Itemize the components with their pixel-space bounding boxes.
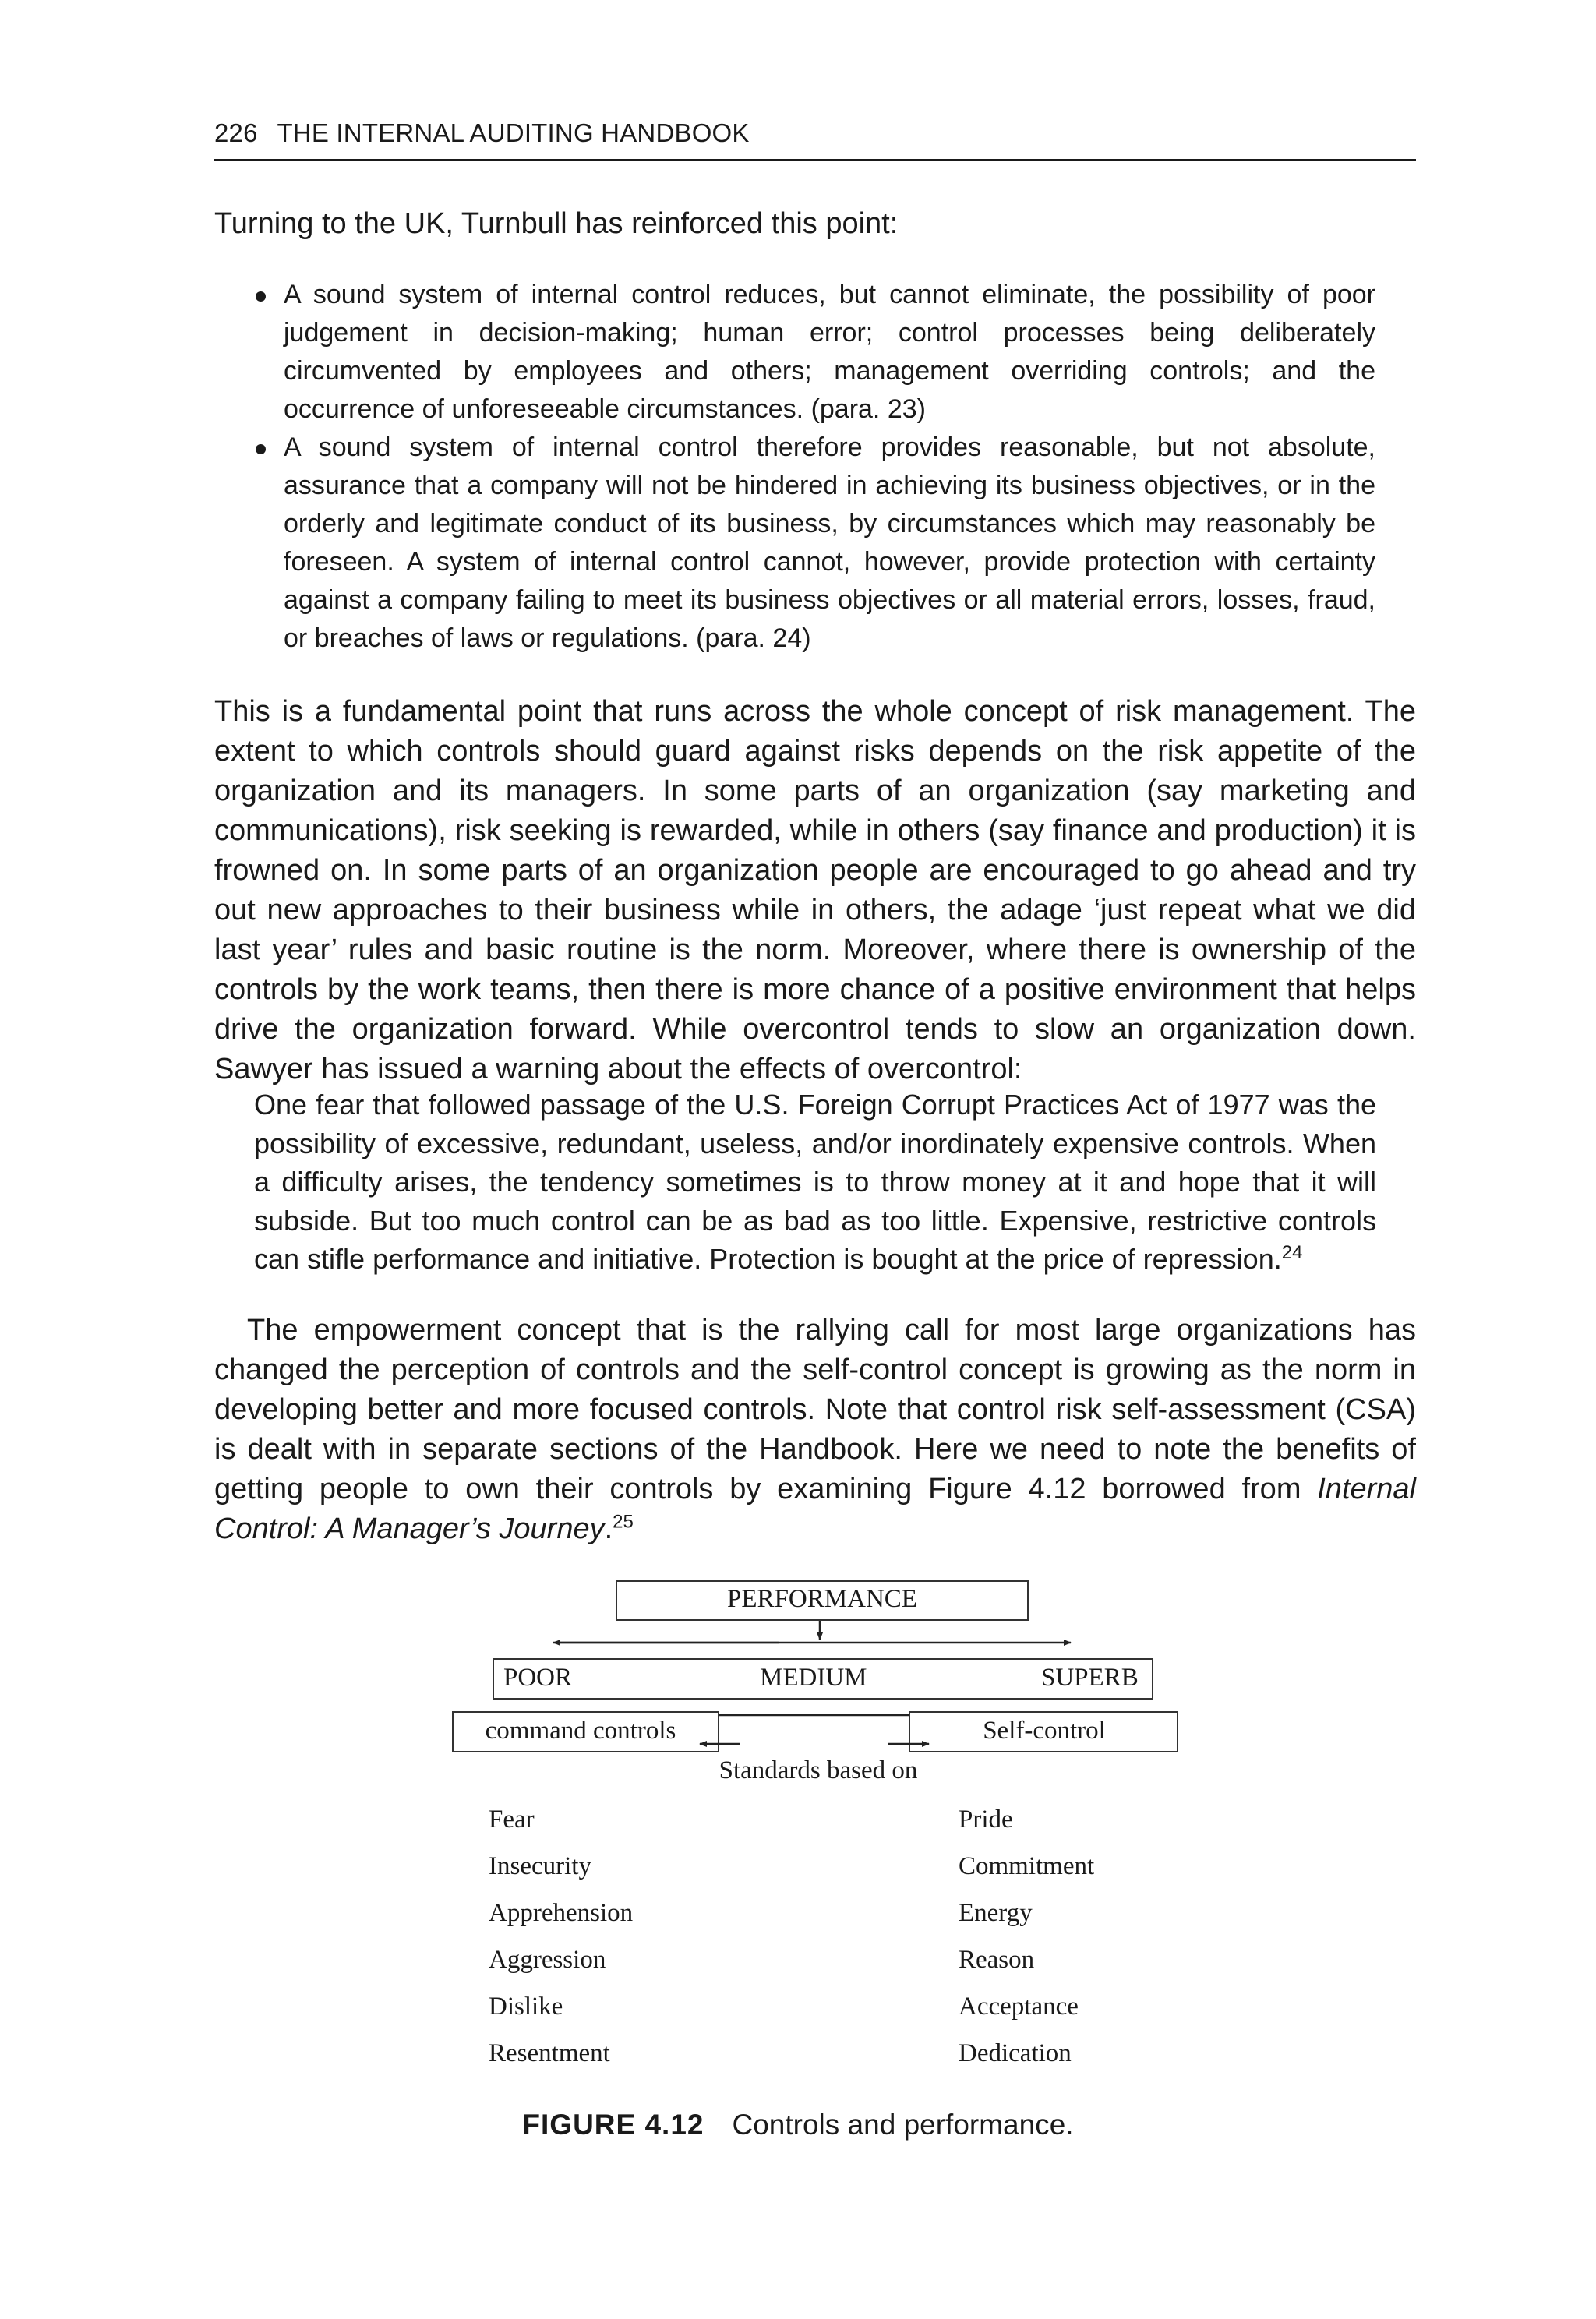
bullet-dot-icon xyxy=(256,444,266,454)
performance-label: PERFORMANCE xyxy=(727,1585,917,1613)
figure-caption xyxy=(0,2109,1596,2141)
intro-paragraph: Turning to the UK, Turnbull has reinforced this point: xyxy=(214,207,899,240)
scale-poor-label: POOR xyxy=(503,1664,573,1692)
left-list-item: Insecurity xyxy=(489,1852,591,1880)
self-control-label: Self-control xyxy=(983,1717,1106,1745)
left-list-item: Fear xyxy=(489,1805,535,1834)
turnbull-bullet-list xyxy=(249,276,1375,658)
bullet-item xyxy=(249,276,1375,429)
right-list-item: Commitment xyxy=(959,1852,1095,1880)
scale-medium-label: MEDIUM xyxy=(760,1664,867,1692)
book-title: Internal Control: A Manager’s Journey xyxy=(214,1473,1416,1545)
quote-text: One fear that followed passage of the U.S. Foreign Corrupt Practices Act of 1977 was the possibility of excessive, redundant, useless, and/or inordinately expensive controls. When a difficulty arises, the tendency sometimes is to throw money at it and hope that it will subside. But too much control can be as bad as too little. Expensive, restrictive controls can stifle performance and initiative. Protection is bought at the price of repression. xyxy=(254,1089,1376,1275)
footnote-marker: 25 xyxy=(613,1511,634,1533)
figure-caption-text: Controls and performance. xyxy=(732,2109,1074,2141)
left-list-item: Apprehension xyxy=(489,1899,634,1927)
left-list-item: Resentment xyxy=(489,2039,610,2067)
left-list-item: Aggression xyxy=(489,1946,606,1974)
running-title: THE INTERNAL AUDITING HANDBOOK xyxy=(277,118,750,147)
command-controls-label: command controls xyxy=(485,1717,676,1745)
right-list-item: Reason xyxy=(959,1946,1035,1974)
left-list-item: Dislike xyxy=(489,1993,563,2021)
right-list-item: Pride xyxy=(959,1805,1013,1834)
scale-superb-label: SUPERB xyxy=(1041,1664,1139,1692)
sawyer-quote xyxy=(254,1085,1376,1279)
body-paragraph-risk-appetite: This is a fundamental point that runs across the whole concept of risk management. The extent to which controls should guard against risks depends on the risk appetite of the organization and its managers. In some parts of an organization (say marketing and communications), risk seeking is rewarded, while in others (say finance and production) it is frowned on. In some parts of an organization people are encouraged to go ahead and try out new approaches to their business while in others, the adage ‘just repeat what we did last year’ rules and basic routine is the norm. Moreover, where there is ownership of the controls by the work teams, then there is more chance of a positive environment that helps drive the organization forward. While overcontrol tends to slow an organization down. Sawyer has issued a warning about the effects of overcontrol: xyxy=(214,695,1416,1085)
standards-based-on-label: Standards based on xyxy=(719,1756,918,1784)
figure-caption-label: FIGURE 4.12 xyxy=(522,2109,704,2141)
bullet-text: A sound system of internal control therefore provides reasonable, but not absolute, assurance that a company will not be hindered in achieving its business objectives, or in the orderly and legitimate conduct of its business, by circumstances which may reasonably be foreseen. A system of internal control cannot, however, provide protection with certainty against a company failing to meet its business objectives or all material errors, losses, fraud, or breaches of laws or regulations. (para. 24) xyxy=(284,432,1375,653)
footnote-marker: 24 xyxy=(1281,1242,1303,1263)
body-paragraph-empowerment xyxy=(214,1311,1416,1549)
running-header xyxy=(214,118,1416,161)
paragraph-text: The empowerment concept that is the rallying call for most large organizations has changed the perception of controls and the self-control concept is growing as the norm in developing better and more focused controls. Note that control risk self-assessment (CSA) is dealt with in separate sections of the Handbook. Here we need to note the benefits of getting people to own their controls by examining Figure 4.12 borrowed from xyxy=(214,1314,1416,1505)
bullet-item xyxy=(249,429,1375,658)
page-number: 226 xyxy=(214,118,258,147)
paragraph-period: . xyxy=(604,1512,613,1545)
bullet-dot-icon xyxy=(256,291,266,302)
right-list-item: Energy xyxy=(959,1899,1033,1927)
right-list-item: Dedication xyxy=(959,2039,1072,2067)
right-list-item: Acceptance xyxy=(959,1993,1079,2021)
bullet-text: A sound system of internal control reduces, but cannot eliminate, the possibility of poor judgement in decision-making; human error; control processes being deliberately circumvented by employees and others; management overriding controls; and the occurrence of unforeseeable circumstances. (para. 23) xyxy=(284,280,1375,424)
